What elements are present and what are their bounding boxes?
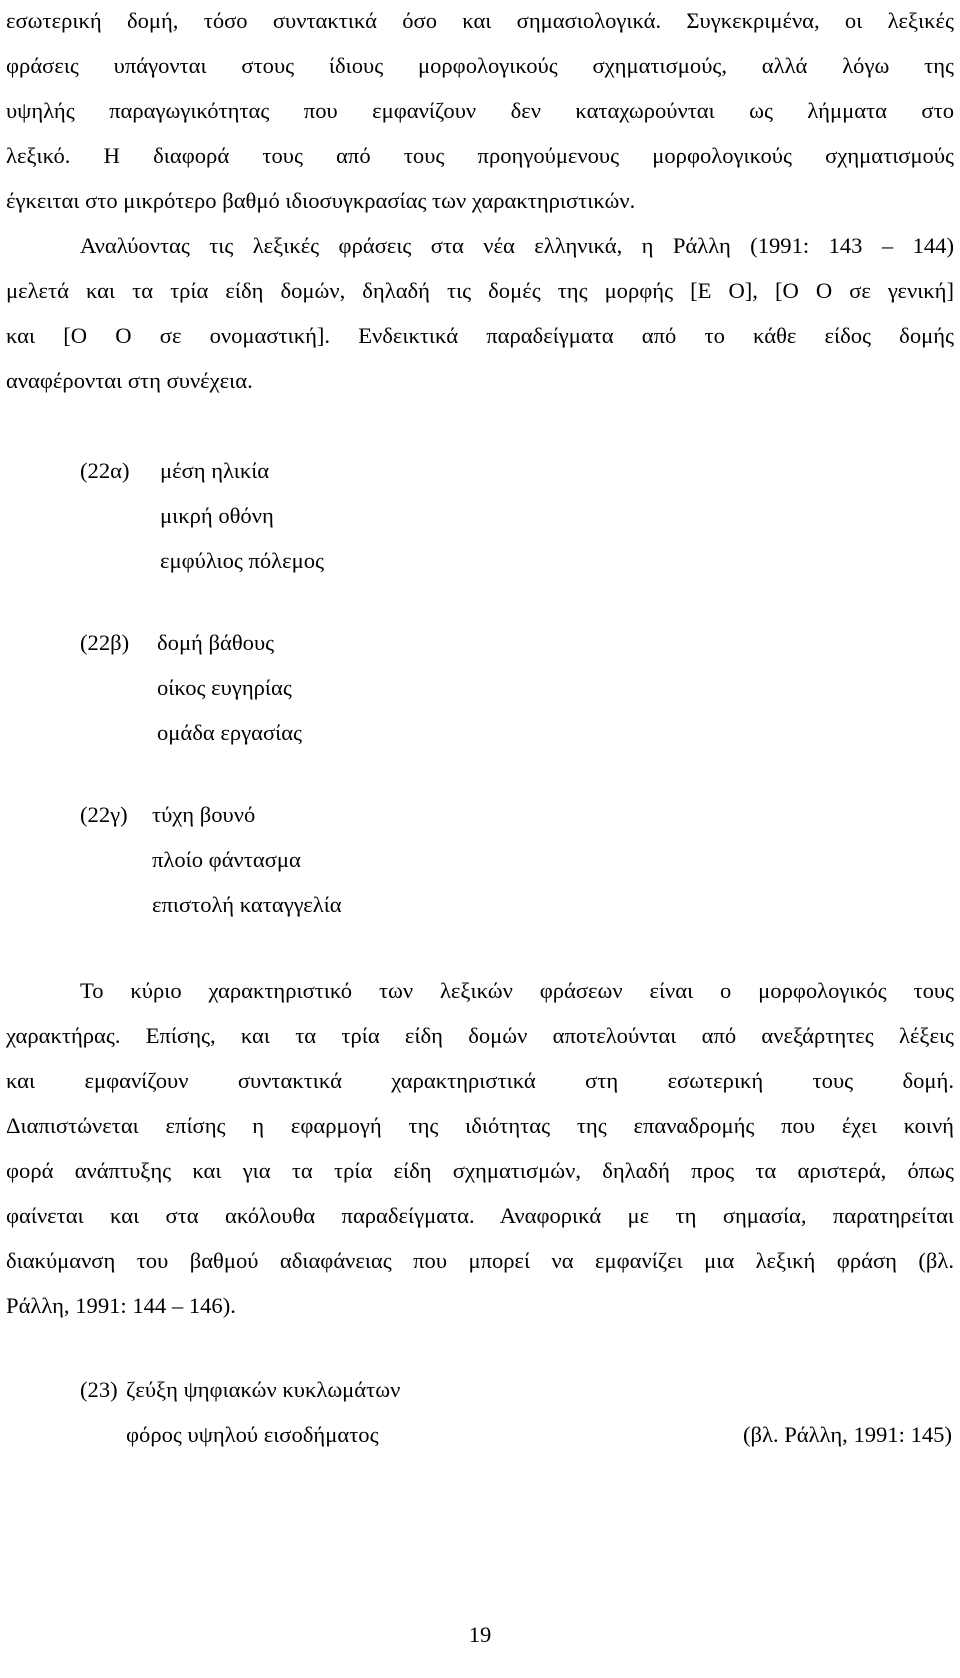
paragraph-2-line-4: αναφέρονται στη συνέχεια. <box>6 368 253 393</box>
paragraph-2-line-2: μελετά και τα τρία είδη δομών, δηλαδή τις δομές της μορφής [Ε Ο], [Ο Ο σε γενική] <box>6 278 954 303</box>
paragraph-3-line-3: και εμφανίζουν συντακτικά χαρακτηριστικά στη εσωτερική τους δομή. <box>6 1068 954 1093</box>
example-22a-item-3: εμφύλιος πόλεμος <box>160 548 324 573</box>
example-22b-item-2: οίκος ευγηρίας <box>157 675 292 700</box>
example-22c-item-1: τύχη βουνό <box>152 802 256 827</box>
paragraph-1-line-2: φράσεις υπάγονται στους ίδιους μορφολογικούς σχηματισμούς, αλλά λόγω της <box>6 53 954 78</box>
example-22c-item-2: πλοίο φάντασμα <box>152 847 301 872</box>
paragraph-1-line-1: εσωτερική δομή, τόσο συντακτικά όσο και σημασιολογικά. Συγκεκριμένα, οι λεξικές <box>6 8 954 33</box>
page-number: 19 <box>468 1622 492 1647</box>
example-23-citation: (βλ. Ράλλη, 1991: 145) <box>742 1422 952 1447</box>
example-22b-label: (22β) <box>80 630 130 655</box>
example-22c-item-3: επιστολή καταγγελία <box>152 892 342 917</box>
example-23-item-1: ζεύξη ψηφιακών κυκλωμάτων <box>126 1377 401 1402</box>
paragraph-3-line-4: Διαπιστώνεται επίσης η εφαρμογή της ιδιότητας της επαναδρομής που έχει κοινή <box>6 1113 954 1138</box>
example-22b-item-1: δομή βάθους <box>157 630 275 655</box>
paragraph-3-line-2: χαρακτήρας. Επίσης, και τα τρία είδη δομών αποτελούνται από ανεξάρτητες λέξεις <box>6 1023 954 1048</box>
paragraph-3-line-5: φορά ανάπτυξης και για τα τρία είδη σχηματισμών, δηλαδή προς τα αριστερά, όπως <box>6 1158 954 1183</box>
paragraph-2-line-3: και [Ο Ο σε ονομαστική]. Ενδεικτικά παραδείγματα από το κάθε είδος δομής <box>6 323 954 348</box>
paragraph-3-line-1: Το κύριο χαρακτηριστικό των λεξικών φράσεων είναι ο μορφολογικός τους <box>80 978 954 1003</box>
paragraph-3-line-8: Ράλλη, 1991: 144 – 146). <box>6 1293 236 1318</box>
paragraph-3-line-6: φαίνεται και στα ακόλουθα παραδείγματα. Αναφορικά με τη σημασία, παρατηρείται <box>6 1203 954 1228</box>
example-22a-item-2: μικρή οθόνη <box>160 503 274 528</box>
example-22a-label: (22α) <box>80 458 130 483</box>
example-23-label: (23) <box>80 1377 118 1402</box>
example-22b-item-3: ομάδα εργασίας <box>157 720 303 745</box>
paragraph-1-line-5: έγκειται στο μικρότερο βαθμό ιδιοσυγκρασίας των χαρακτηριστικών. <box>6 188 636 213</box>
paragraph-2-line-1: Αναλύοντας τις λεξικές φράσεις στα νέα ελληνικά, η Ράλλη (1991: 143 – 144) <box>80 233 954 258</box>
paragraph-3-line-7: διακύμανση του βαθμού αδιαφάνειας που μπορεί να εμφανίζει μια λεξική φράση (βλ. <box>6 1248 954 1273</box>
example-22a-item-1: μέση ηλικία <box>160 458 270 483</box>
example-23-item-2: φόρος υψηλού εισοδήματος <box>126 1422 379 1447</box>
paragraph-1-line-3: υψηλής παραγωγικότητας που εμφανίζουν δεν καταχωρούνται ως λήμματα στο <box>6 98 954 123</box>
paragraph-1-line-4: λεξικό. Η διαφορά τους από τους προηγούμενους μορφολογικούς σχηματισμούς <box>6 143 954 168</box>
example-22c-label: (22γ) <box>80 802 128 827</box>
